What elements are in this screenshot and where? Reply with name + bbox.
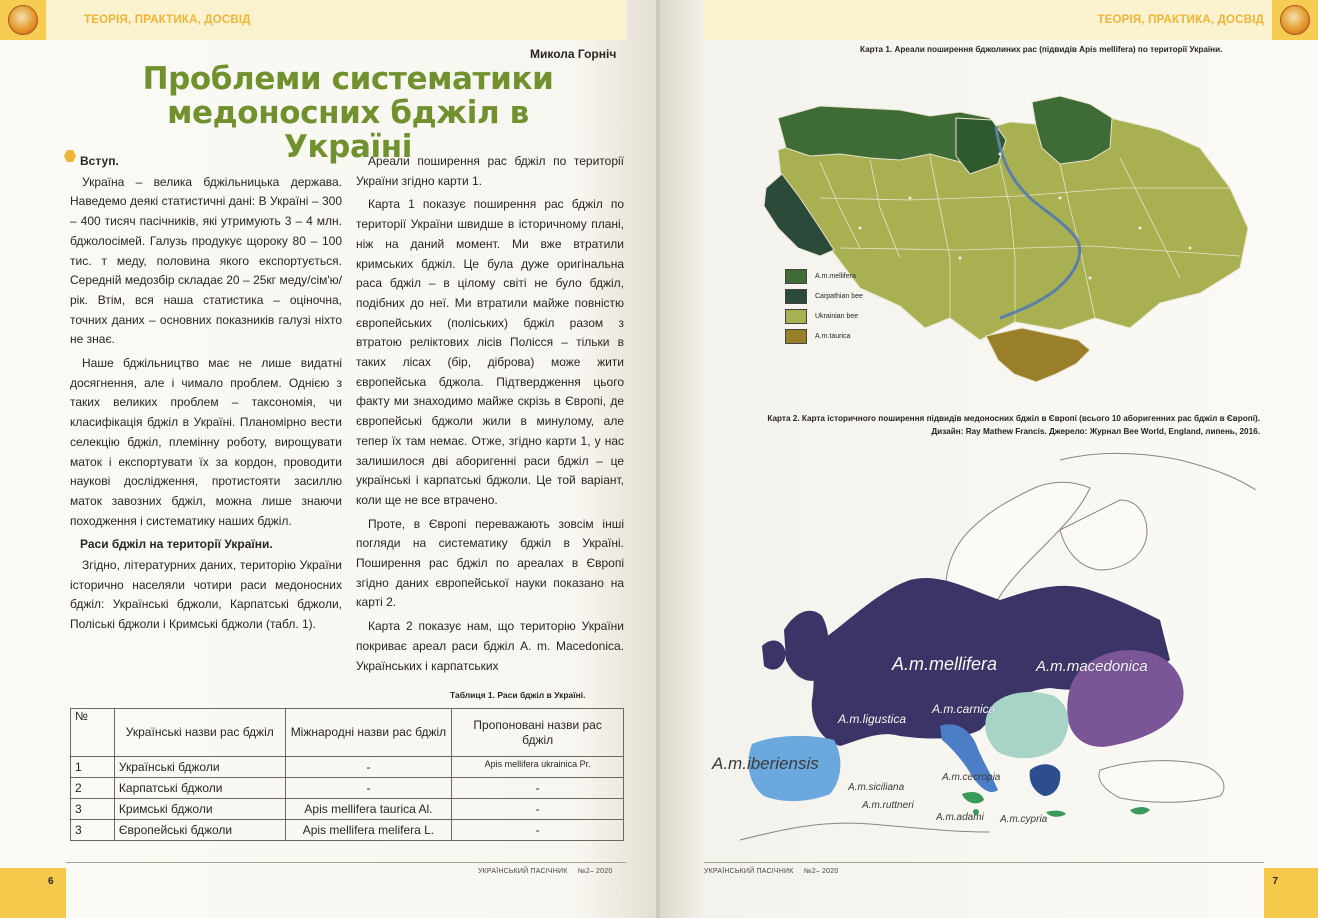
footer-rule — [704, 862, 1264, 863]
beehive-logo-icon — [8, 5, 38, 35]
text-column-1 — [70, 152, 342, 639]
footer-rule — [66, 862, 626, 863]
paragraph: Згідно, літературних даних, територію України історично населяли чотири раси медоносних бджіл: Українські бджоли, Карпатські бджоли, Поліські бджоли і Кримські бджоли (табл. 1). — [70, 558, 342, 632]
table-cell: - — [285, 757, 452, 778]
legend-swatch — [785, 269, 807, 284]
europe-bee-races-map — [700, 440, 1260, 860]
table-cell: Українські бджоли — [114, 757, 285, 778]
footer-issue: №2– 2020 — [578, 868, 613, 875]
magazine-logo — [1272, 0, 1318, 40]
anatolia-outline — [1099, 761, 1224, 803]
map-label: A.m.iberiensis — [712, 754, 819, 773]
table-cell: Карпатські бджоли — [114, 778, 285, 799]
map-label: A.m.carnica — [932, 702, 996, 716]
arctic-coast — [1060, 453, 1256, 490]
north-africa-coast — [740, 823, 990, 840]
table-header-cell: № — [71, 709, 115, 757]
table-header-cell: Пропоновані назви рас бджіл — [452, 709, 624, 757]
map1-legend — [785, 266, 863, 346]
legend-item — [785, 266, 863, 286]
table-cell: Кримські бджоли — [114, 799, 285, 820]
map2-caption-credit: Дизайн: Ray Mathew Francis. Джерело: Журнал Bee World, England, липень, 2016. — [931, 427, 1260, 436]
table-row — [71, 820, 624, 841]
table-cell: Apis mellifera taurica Al. — [285, 799, 452, 820]
intro-heading: Вступ. — [80, 154, 119, 168]
footer-issue: №2– 2020 — [804, 868, 839, 875]
legend-swatch — [785, 309, 807, 324]
article-title: Проблеми систематики медоносних бджіл в Україні — [142, 61, 554, 165]
text-column-2 — [356, 152, 624, 680]
legend-item — [785, 286, 863, 306]
map-label: A.m.cypria — [1000, 814, 1048, 825]
legend-label: Ukrainian bee — [815, 312, 859, 320]
table-caption: Таблиця 1. Раси бджіл в Україні. — [450, 690, 586, 700]
table-cell: Apis mellifera ukrainica Pr. — [452, 757, 624, 778]
page-number: 7 — [1272, 876, 1278, 887]
table-cell: 3 — [71, 820, 115, 841]
legend-swatch — [785, 329, 807, 344]
legend-label: A.m.mellifera — [815, 272, 856, 280]
ireland — [762, 640, 786, 669]
footer-magazine: УКРАЇНСЬКИЙ ПАСІЧНИК — [478, 868, 568, 875]
legend-item — [785, 306, 863, 326]
footer-band — [0, 868, 66, 918]
table-header-cell: Українські назви рас бджіл — [114, 709, 285, 757]
map1-caption: Карта 1. Ареали поширення бджолиних рас (підвидів Apis mellifera) по території України. — [860, 45, 1223, 54]
legend-label: Carpathian bee — [815, 292, 863, 300]
table-cell: 3 — [71, 799, 115, 820]
cecropia-area — [1030, 764, 1061, 796]
section-title: ТЕОРІЯ, ПРАКТИКА, ДОСВІД — [1097, 14, 1264, 26]
legend-label: A.m.taurica — [815, 332, 851, 340]
paragraph: Проте, в Європі переважають зовсім інші погляди на систематику бджіл в Україні. Поширення рас бджіл по ареалах в Європі згідно даних європейської науки показано на карті 2. — [356, 516, 624, 610]
left-page — [0, 0, 658, 918]
table-header-row — [71, 709, 624, 757]
page-number: 6 — [48, 876, 54, 887]
taurica-region — [986, 328, 1090, 382]
table-cell: - — [452, 799, 624, 820]
table-cell: 1 — [71, 757, 115, 778]
table-row — [71, 799, 624, 820]
paragraph: Карта 2 показує нам, що територію України покриває ареал раси бджіл A. m. Macedonica. Українських і карпатських — [356, 619, 624, 673]
table-row — [71, 778, 624, 799]
map-label: A.m.adami — [936, 812, 984, 823]
races-heading: Раси бджіл на території України. — [80, 537, 273, 552]
paragraph: Україна – велика бджільницька держава. Наведемо деякі статистичні дані: В Україні – 300 – 400 тисяч пасічників, які утримують 3 – 4 млн. бджолосімей. Галузь продукує щороку 80 – 100 тис. т меду, половина якого експортується. Середній медозбір складає 20 – 25кг меду/сім'ю/рік. Втім, вся наша статистика – оціночна, точних даних – основних показників галузі ніхто не знає. — [70, 174, 342, 347]
footer-magazine: УКРАЇНСЬКИЙ ПАСІЧНИК — [704, 868, 794, 875]
beehive-logo-icon — [1280, 5, 1310, 35]
section-title: ТЕОРІЯ, ПРАКТИКА, ДОСВІД — [84, 14, 251, 26]
legend-swatch — [785, 289, 807, 304]
map2-caption-line: Карта 2. Карта історичного поширення підвидів медоносних бджіл в Європі (всього 10 аборигенних рас бджіл в Європі). — [767, 414, 1260, 423]
map-label: A.m.macedonica — [1036, 658, 1148, 675]
map-label: A.m.siciliana — [848, 782, 905, 793]
map2-caption — [756, 412, 1260, 438]
siciliana-area — [962, 792, 984, 803]
table-header-cell: Міжнародні назви рас бджіл — [285, 709, 452, 757]
magazine-logo — [0, 0, 46, 40]
cypria-area — [1130, 807, 1150, 815]
paragraph: Карта 1 показує поширення рас бджіл по території України швидше в історичному плані, ніж на даний момент. Ми вже втратили кримських бджіл. Це була дуже оригінальна раса бджіл – в цілому світі не було бджіл, подібних до неї. Ми втратили майже повністю європейських (поліських) бджіл разом з втратою реліктових лісів Полісся – тільки в таких лісах (бір, діброва) може жити європейська бджола. Підтвердження цього факту ми знаходимо майже скрізь в Європі, де європейські бджоли жили в минулому, але тепер їх там немає. Отже, згідно карти 1, у нас залишилося дві аборигенні раси бджіл – це українські і карпатські бджоли. Це той варіант, коли ще не все втрачено. — [356, 197, 624, 507]
paragraph: Ареали поширення рас бджіл по території України згідно карти 1. — [356, 154, 624, 188]
paragraph: Наше бджільництво має не лише видатні досягнення, але і чимало проблем. Однією з таких великих проблем – таксономія, чи класифікація бджіл в Україні. Планомірно вести селекцію бджіл, племінну роботу, вирощувати маток і експортувати їх за кордон, проводити наукові дослідження, протистояти засиллю маток завозних бджіл, можна лише знаючи походження і систематику наших бджіл. — [70, 356, 342, 528]
table-cell: Apis mellifera melifera L. — [285, 820, 452, 841]
table-row — [71, 757, 624, 778]
table-cell: - — [452, 778, 624, 799]
map-label: A.m.cecropia — [942, 772, 1001, 783]
legend-item — [785, 326, 863, 346]
table-cell: 2 — [71, 778, 115, 799]
carnica-area — [985, 692, 1068, 758]
races-table — [70, 708, 624, 841]
map-label: A.m.mellifera — [892, 654, 998, 674]
map-label: A.m.ligustica — [838, 712, 907, 726]
adami-area — [1046, 811, 1066, 817]
table-cell: - — [452, 820, 624, 841]
table-cell: Європейські бджоли — [114, 820, 285, 841]
map-label: A.m.ruttneri — [862, 800, 914, 811]
right-page — [660, 0, 1318, 918]
article-author: Микола Горніч — [530, 47, 617, 61]
british-isles — [784, 611, 828, 681]
table-cell: - — [285, 778, 452, 799]
